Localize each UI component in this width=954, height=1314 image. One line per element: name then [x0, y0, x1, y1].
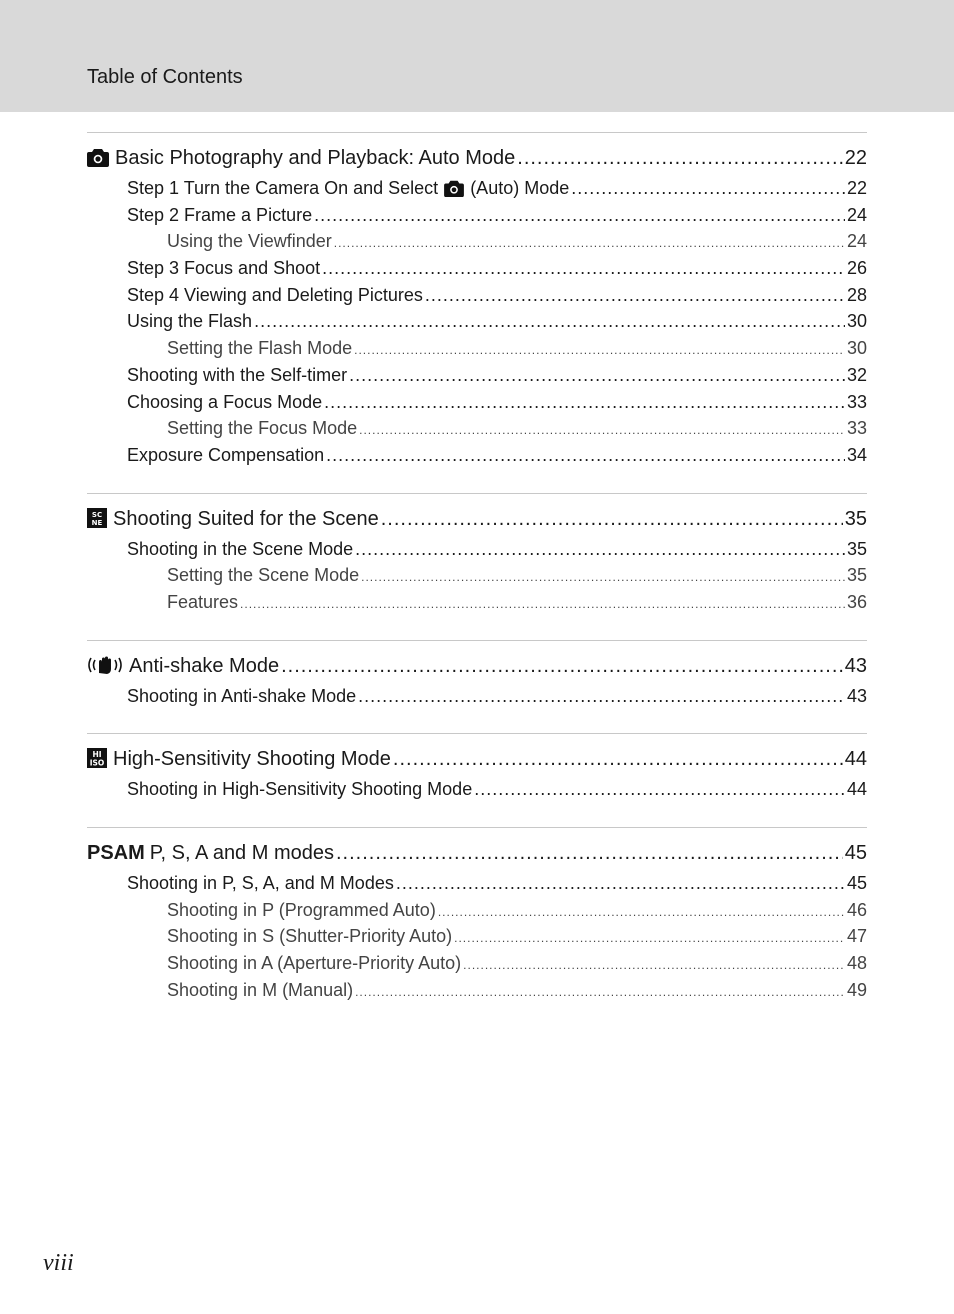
toc-section-high-sensitivity: [87, 733, 867, 827]
dot-leader: [281, 650, 843, 683]
toc-page-number: 49: [846, 979, 867, 1000]
toc-chapter-row[interactable]: [87, 142, 867, 175]
toc-page-number: 24: [846, 231, 867, 252]
dot-leader: [571, 175, 845, 202]
toc-chapter-title: Shooting Suited for the Scene: [113, 507, 379, 530]
toc-entry-row[interactable]: [87, 255, 867, 282]
toc-page-number: 33: [846, 418, 867, 439]
dot-leader: [349, 362, 845, 389]
toc-page-number: 22: [844, 147, 867, 169]
toc-subentry-text: Shooting in A (Aperture-Priority Auto): [167, 953, 462, 974]
toc-page-number: 36: [846, 591, 867, 612]
toc-page-number: 46: [846, 899, 867, 920]
dot-leader: [314, 202, 845, 229]
dot-leader: [336, 837, 843, 870]
toc-subentry-text: Setting the Focus Mode: [167, 418, 358, 439]
toc-entry-text: Step 4 Viewing and Deleting Pictures: [127, 284, 423, 305]
toc-page-number: 35: [846, 565, 867, 586]
toc-entry-row[interactable]: [87, 308, 867, 335]
toc-entry-row[interactable]: [87, 870, 867, 897]
toc-chapter-title: Basic Photography and Playback: Auto Mode: [115, 147, 516, 169]
toc-chapter-row[interactable]: [87, 503, 867, 536]
toc-page-number: 33: [846, 391, 867, 412]
toc-subentry-row[interactable]: [87, 923, 867, 950]
toc-subentry-row[interactable]: [87, 897, 867, 924]
toc-entry-text: Step 3 Focus and Shoot: [127, 258, 321, 279]
toc-page-number: 26: [846, 258, 867, 279]
toc-entry-row[interactable]: [87, 175, 867, 202]
toc-page-number: 48: [846, 953, 867, 974]
dot-leader: [254, 308, 845, 335]
toc-entry-text: Exposure Compensation: [127, 444, 325, 465]
toc-entry-row[interactable]: [87, 442, 867, 469]
toc-page-number: 34: [846, 444, 867, 465]
dot-leader: [517, 142, 842, 175]
toc-subentry-row[interactable]: [87, 589, 867, 616]
scene-icon: [87, 506, 107, 536]
toc-section-anti-shake: [87, 640, 867, 734]
toc-page-number: 44: [846, 779, 867, 800]
psam-label: PSAM: [87, 842, 145, 864]
toc-page-number: 30: [846, 311, 867, 332]
toc-entry-row[interactable]: [87, 683, 867, 710]
toc-chapter-row[interactable]: [87, 743, 867, 776]
toc-entry-text: Shooting in Anti-shake Mode: [127, 685, 357, 706]
toc-chapter-title: High-Sensitivity Shooting Mode: [113, 748, 391, 771]
dot-leader: [240, 591, 845, 616]
dot-leader: [358, 683, 845, 710]
toc-page-number: 43: [844, 654, 867, 677]
toc-page-number: 28: [846, 284, 867, 305]
toc-chapter-title: Anti-shake Mode: [129, 654, 280, 677]
toc-entry-text: Step 1 Turn the Camera On and Select: [127, 178, 439, 198]
high-iso-icon: [87, 746, 107, 776]
svg-text:NE: NE: [91, 518, 103, 527]
toc-entry-text: Step 2 Frame a Picture: [127, 204, 313, 225]
header-band: [0, 0, 954, 112]
toc-page-number: 22: [846, 178, 867, 198]
toc-subentry-text: Setting the Flash Mode: [167, 338, 353, 359]
dot-leader: [361, 564, 845, 589]
toc-subentry-text: Shooting in P (Programmed Auto): [167, 899, 436, 920]
toc-page-number: 45: [846, 873, 867, 893]
toc-page-number: 43: [846, 685, 867, 706]
dot-leader: [326, 442, 845, 469]
toc-chapter-row[interactable]: [87, 650, 867, 683]
dot-leader: [396, 870, 845, 897]
toc-subentry-text: Shooting in M (Manual): [167, 979, 354, 1000]
toc-entry-text: Shooting in P, S, A, and M Modes: [127, 873, 394, 893]
toc-entry-row[interactable]: [87, 776, 867, 803]
svg-text:HI: HI: [92, 750, 102, 760]
toc-subentry-row[interactable]: [87, 415, 867, 442]
toc-page-number: 35: [846, 538, 867, 559]
dot-leader: [381, 503, 843, 536]
toc-subentry-text: Features: [167, 591, 239, 612]
dot-leader: [359, 417, 845, 442]
dot-leader: [454, 925, 845, 950]
anti-shake-icon: [87, 653, 123, 683]
dot-leader: [355, 979, 845, 1004]
toc-subentry-text: Using the Viewfinder: [167, 231, 332, 252]
dot-leader: [438, 899, 845, 924]
dot-leader: [425, 282, 845, 309]
camera-icon: [87, 145, 109, 175]
toc-entry-text: Choosing a Focus Mode: [127, 391, 323, 412]
toc-entry-row[interactable]: [87, 389, 867, 416]
toc-subentry-row[interactable]: [87, 228, 867, 255]
toc-subentry-row[interactable]: [87, 950, 867, 977]
dot-leader: [463, 952, 845, 977]
toc-chapter-row[interactable]: [87, 837, 867, 870]
toc-entry-row[interactable]: [87, 362, 867, 389]
toc-section-psam: [87, 827, 867, 1003]
toc-page-number: 30: [846, 338, 867, 359]
toc-subentry-row[interactable]: [87, 335, 867, 362]
toc-entry-row[interactable]: [87, 282, 867, 309]
dot-leader: [355, 536, 845, 563]
toc-section-scene: [87, 493, 867, 640]
toc-entry-text: Shooting in High-Sensitivity Shooting Mode: [127, 779, 473, 800]
toc-subentry-row[interactable]: [87, 562, 867, 589]
toc-section-auto-mode: [87, 132, 867, 493]
toc-chapter-title: P, S, A and M modes: [149, 842, 334, 864]
toc-page-number: 47: [846, 926, 867, 947]
dot-leader: [324, 389, 845, 416]
toc-page-number: 45: [844, 842, 867, 864]
toc-subentry-text: Shooting in S (Shutter-Priority Auto): [167, 926, 453, 947]
toc-entry-text: Shooting in the Scene Mode: [127, 538, 354, 559]
dot-leader: [354, 337, 845, 362]
toc-subentry-row[interactable]: [87, 977, 867, 1004]
svg-text:SC: SC: [91, 510, 103, 519]
dot-leader: [474, 776, 845, 803]
toc-entry-text: Shooting with the Self-timer: [127, 364, 348, 385]
toc-page-number: 32: [846, 364, 867, 385]
page-header-title: Table of Contents: [87, 66, 243, 88]
table-of-contents: [87, 132, 867, 1003]
toc-subentry-text: Setting the Scene Mode: [167, 565, 360, 586]
toc-entry-row[interactable]: [87, 536, 867, 563]
dot-leader: [334, 230, 845, 255]
page-number: viii: [43, 1250, 74, 1276]
toc-entry-text: Using the Flash: [127, 311, 253, 332]
toc-entry-row[interactable]: [87, 202, 867, 229]
toc-page-number: 24: [846, 204, 867, 225]
toc-page-number: 35: [844, 507, 867, 530]
svg-text:ISO: ISO: [89, 758, 105, 768]
toc-page-number: 44: [844, 748, 867, 771]
dot-leader: [393, 743, 843, 776]
camera-icon: [444, 178, 464, 202]
toc-entry-text-suffix: (Auto) Mode: [470, 178, 570, 198]
dot-leader: [322, 255, 845, 282]
